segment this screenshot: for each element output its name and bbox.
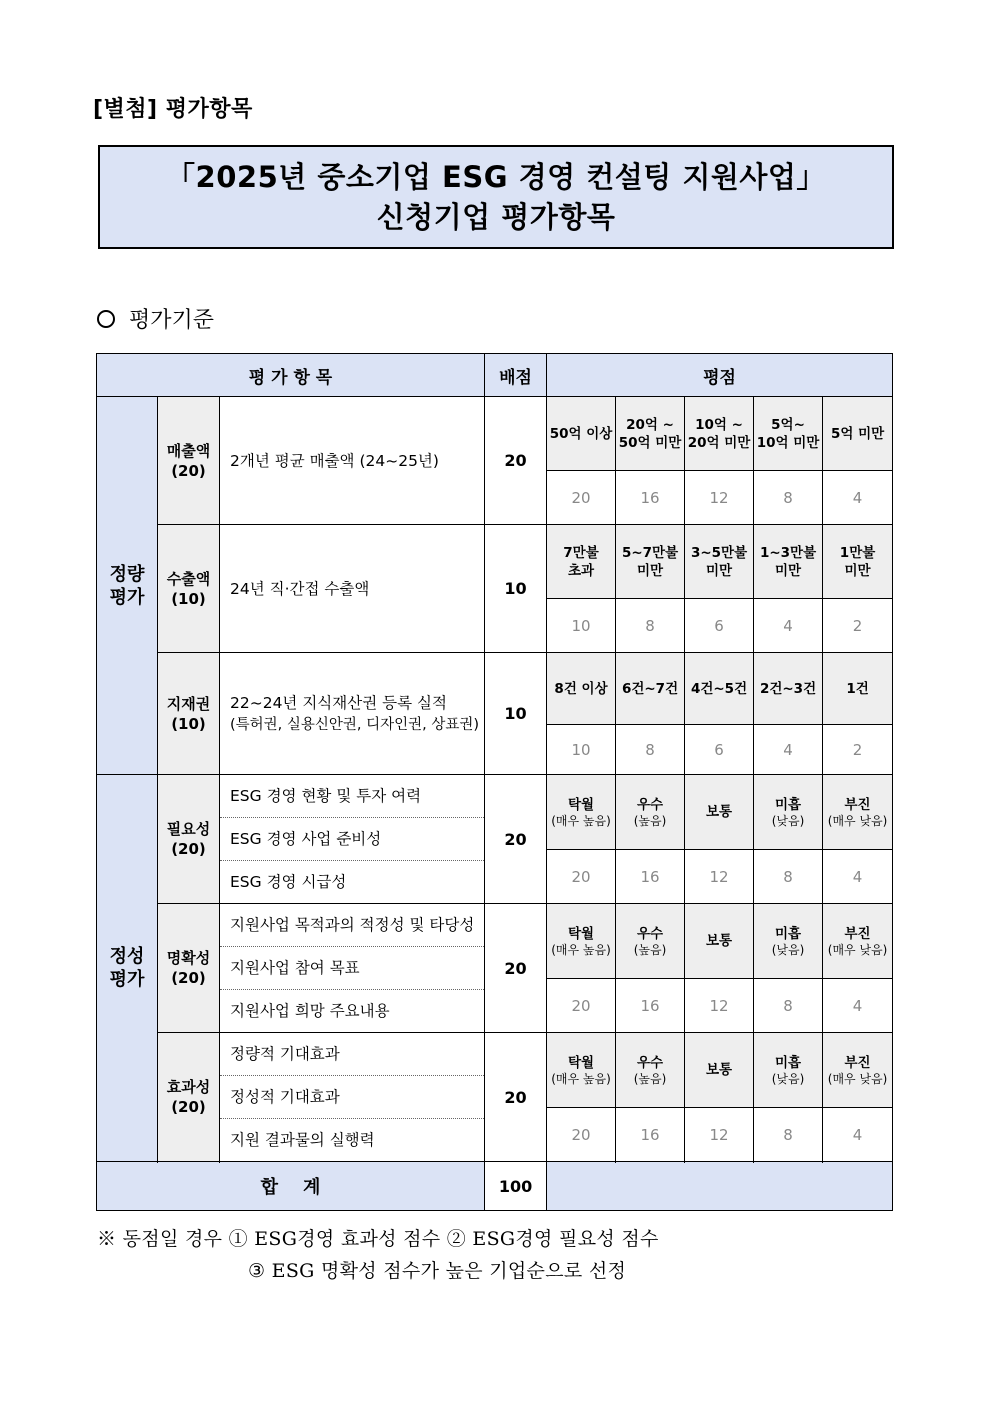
title-line2: 신청기업 평가항목 — [376, 200, 616, 234]
table-row — [97, 904, 893, 947]
sub-revenue: 매출액 (20) — [158, 397, 220, 525]
header-item: 평 가 항 목 — [97, 354, 485, 397]
score-cell: 20 — [547, 1108, 616, 1162]
level-note: (높음) — [633, 1072, 667, 1086]
item-effect-2: 정성적 기대효과 — [220, 1076, 485, 1119]
item-ip-line1: 22~24년 지식재산권 등록 실적 — [230, 693, 447, 712]
total-rating-empty — [547, 1162, 893, 1211]
score-cell: 10 — [547, 725, 616, 775]
score-cell: 8 — [616, 725, 685, 775]
points-ip: 10 — [485, 653, 547, 775]
item-necessity-1: ESG 경영 현황 및 투자 여력 — [220, 775, 485, 818]
note-line1: ※ 동점일 경우 ① ESG경영 효과성 점수 ② ESG경영 필요성 점수 — [97, 1228, 659, 1250]
level-main: 부진 — [844, 1055, 871, 1071]
level-cell — [823, 904, 893, 979]
level-cell: 5~7만불 미만 — [616, 525, 685, 599]
score-cell: 12 — [685, 1108, 754, 1162]
item-export: 24년 직·간접 수출액 — [220, 525, 485, 653]
title-box — [98, 145, 894, 249]
level-note: (높음) — [633, 814, 667, 828]
sub-ip: 지재권 (10) — [158, 653, 220, 775]
score-cell: 20 — [547, 979, 616, 1033]
score-cell: 20 — [547, 850, 616, 904]
level-main: 탁월 — [567, 926, 595, 942]
level-cell: 50억 이상 — [547, 397, 616, 471]
score-cell: 16 — [616, 850, 685, 904]
level-note: (매우 낮음) — [827, 814, 888, 828]
table-row — [97, 397, 893, 471]
table-row — [97, 775, 893, 818]
level-note: (높음) — [633, 943, 667, 957]
level-main: 보통 — [705, 1062, 733, 1078]
level-note: (매우 높음) — [551, 1072, 611, 1086]
score-cell: 6 — [685, 599, 754, 653]
section-heading — [97, 303, 214, 334]
level-note: (매우 낮음) — [827, 943, 888, 957]
total-label: 합 계 — [97, 1162, 485, 1211]
level-main: 보통 — [705, 804, 733, 820]
level-note: (낮음) — [771, 814, 805, 828]
score-cell: 8 — [754, 471, 823, 525]
score-cell: 12 — [685, 850, 754, 904]
points-necessity: 20 — [485, 775, 547, 904]
item-necessity-2: ESG 경영 사업 준비성 — [220, 818, 485, 861]
level-note: (매우 높음) — [551, 814, 611, 828]
points-revenue: 20 — [485, 397, 547, 525]
score-cell: 4 — [754, 599, 823, 653]
sub-clarity: 명확성 (20) — [158, 904, 220, 1033]
level-cell: 3~5만불 미만 — [685, 525, 754, 599]
score-cell: 4 — [823, 1108, 893, 1162]
note-line2: ③ ESG 명확성 점수가 높은 기업순으로 선정 — [248, 1260, 627, 1282]
level-cell — [685, 775, 754, 850]
level-cell — [616, 775, 685, 850]
level-cell — [616, 1033, 685, 1108]
score-cell: 10 — [547, 599, 616, 653]
level-main: 미흡 — [774, 926, 802, 942]
score-cell: 4 — [823, 979, 893, 1033]
level-cell — [547, 775, 616, 850]
level-cell — [754, 1033, 823, 1108]
level-main: 탁월 — [567, 797, 595, 813]
section-heading-text: 평가기준 — [129, 308, 215, 333]
score-cell: 8 — [754, 979, 823, 1033]
item-ip — [220, 653, 485, 775]
sub-effect: 효과성 (20) — [158, 1033, 220, 1162]
item-necessity-3: ESG 경영 시급성 — [220, 861, 485, 904]
level-cell: 6건~7건 — [616, 653, 685, 725]
points-clarity: 20 — [485, 904, 547, 1033]
level-cell — [754, 775, 823, 850]
score-cell: 16 — [616, 471, 685, 525]
level-cell — [823, 775, 893, 850]
level-main: 미흡 — [774, 797, 802, 813]
attachment-label: [별첨] 평가항목 — [93, 97, 253, 122]
level-cell: 1만불 미만 — [823, 525, 893, 599]
score-cell: 8 — [754, 850, 823, 904]
header-rating: 평점 — [547, 354, 893, 397]
score-cell: 8 — [616, 599, 685, 653]
table-row — [97, 653, 893, 725]
level-cell — [685, 1033, 754, 1108]
score-cell: 6 — [685, 725, 754, 775]
level-note: (낮음) — [771, 943, 805, 957]
score-cell: 4 — [754, 725, 823, 775]
item-revenue: 2개년 평균 매출액 (24~25년) — [220, 397, 485, 525]
level-cell: 20억 ~ 50억 미만 — [616, 397, 685, 471]
item-ip-line2: (특허권, 실용신안권, 디자인권, 상표권) — [230, 716, 480, 733]
level-cell: 5억 미만 — [823, 397, 893, 471]
table-row — [97, 1033, 893, 1076]
level-cell: 4건~5건 — [685, 653, 754, 725]
sub-necessity: 필요성 (20) — [158, 775, 220, 904]
header-points: 배점 — [485, 354, 547, 397]
level-cell: 2건~3건 — [754, 653, 823, 725]
item-clarity-3: 지원사업 희망 주요내용 — [220, 990, 485, 1033]
category-qual: 정성 평가 — [97, 775, 158, 1162]
level-cell — [616, 904, 685, 979]
points-export: 10 — [485, 525, 547, 653]
level-main: 부진 — [844, 797, 871, 813]
level-main: 우수 — [636, 797, 664, 813]
item-effect-1: 정량적 기대효과 — [220, 1033, 485, 1076]
level-main: 보통 — [705, 933, 733, 949]
score-cell: 2 — [823, 599, 893, 653]
level-cell — [547, 1033, 616, 1108]
bullet-circle-icon — [97, 310, 115, 328]
level-main: 우수 — [636, 1055, 664, 1071]
level-cell — [685, 904, 754, 979]
score-cell: 16 — [616, 1108, 685, 1162]
score-cell: 2 — [823, 725, 893, 775]
category-quant: 정량 평가 — [97, 397, 158, 775]
item-effect-3: 지원 결과물의 실행력 — [220, 1119, 485, 1162]
score-cell: 8 — [754, 1108, 823, 1162]
score-cell: 20 — [547, 471, 616, 525]
level-main: 부진 — [844, 926, 871, 942]
table-header-row — [97, 354, 893, 397]
level-cell — [754, 904, 823, 979]
evaluation-table — [96, 353, 893, 1211]
level-cell: 1~3만불 미만 — [754, 525, 823, 599]
level-main: 탁월 — [567, 1055, 595, 1071]
level-cell — [547, 904, 616, 979]
level-note: (낮음) — [771, 1072, 805, 1086]
level-note: (매우 낮음) — [827, 1072, 888, 1086]
level-main: 우수 — [636, 926, 664, 942]
level-cell: 1건 — [823, 653, 893, 725]
level-note: (매우 높음) — [551, 943, 611, 957]
title-line1: 「2025년 중소기업 ESG 경영 컨설팅 지원사업」 — [166, 160, 826, 194]
points-effect: 20 — [485, 1033, 547, 1162]
total-row — [97, 1162, 893, 1211]
score-cell: 4 — [823, 850, 893, 904]
table-row — [97, 525, 893, 599]
level-cell: 5억~ 10억 미만 — [754, 397, 823, 471]
item-clarity-1: 지원사업 목적과의 적정성 및 타당성 — [220, 904, 485, 947]
level-main: 미흡 — [774, 1055, 802, 1071]
item-clarity-2: 지원사업 참여 목표 — [220, 947, 485, 990]
score-cell: 12 — [685, 979, 754, 1033]
level-cell: 7만불 초과 — [547, 525, 616, 599]
score-cell: 4 — [823, 471, 893, 525]
level-cell: 8건 이상 — [547, 653, 616, 725]
score-cell: 16 — [616, 979, 685, 1033]
score-cell: 12 — [685, 471, 754, 525]
level-cell — [823, 1033, 893, 1108]
sub-export: 수출액 (10) — [158, 525, 220, 653]
total-points: 100 — [485, 1162, 547, 1211]
level-cell: 10억 ~ 20억 미만 — [685, 397, 754, 471]
